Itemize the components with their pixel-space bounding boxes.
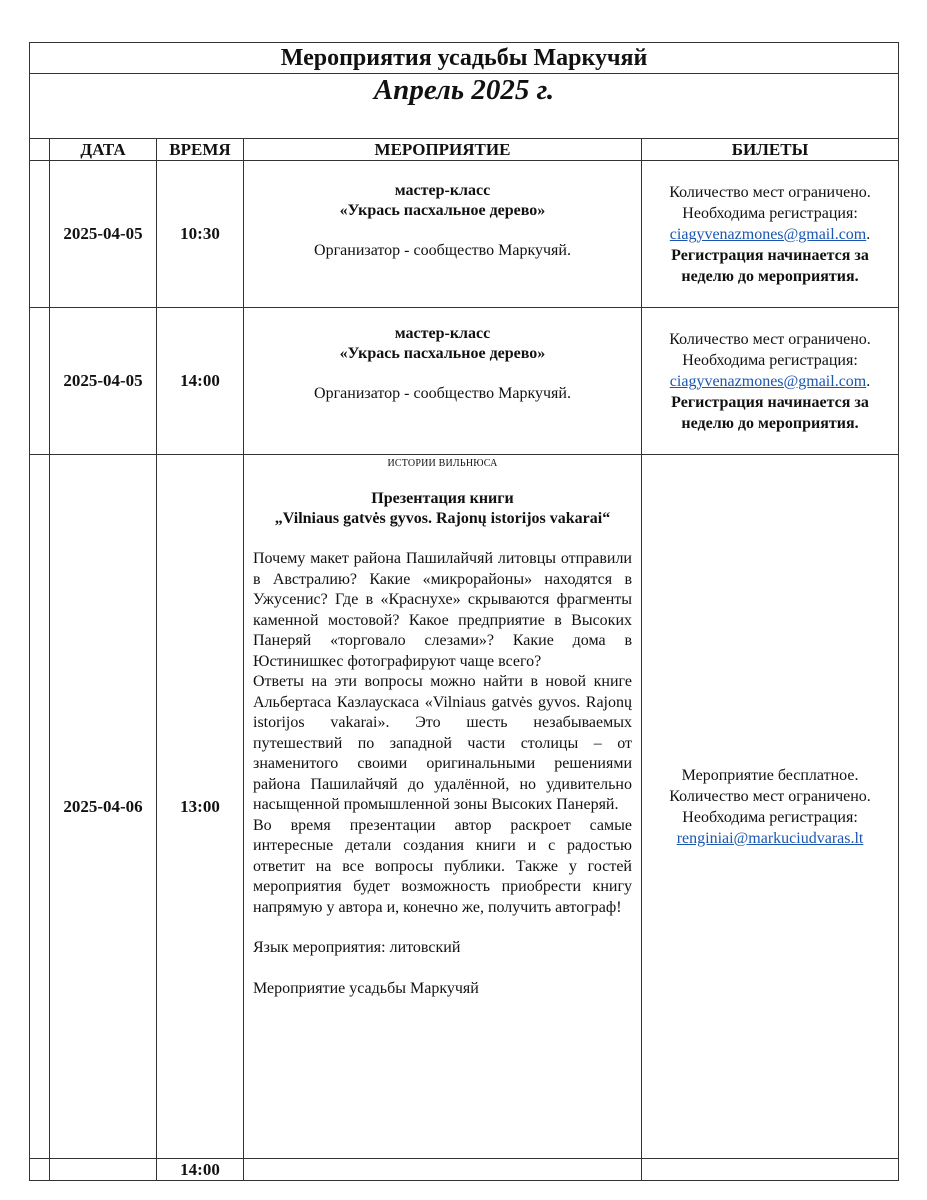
email-period: . [866, 372, 871, 390]
registration-email-link[interactable]: renginiai@markuciudvaras.lt [676, 829, 864, 847]
description-paragraph-2: Ответы на эти вопросы можно найти в новой книге Альбертаса Казлаускаса «Vilniaus gatvės gyvos. Rajonų istorijos vakarai». Это шесть незабываемых путешествий по западной части столицы – от знаменитого своими оригинальными решениями района Пашилайчяй до удалённой, но удивительно насыщенной промышленной зоны Высоких Панеряй. [253, 673, 632, 813]
event-cell [244, 308, 642, 455]
table-row [30, 308, 899, 455]
tickets-cell [642, 161, 899, 308]
email-period: . [866, 225, 871, 243]
tickets-limited: Количество мест ограничено. [669, 330, 871, 348]
events-table [29, 42, 899, 1181]
event-time: 14:00 [157, 1159, 244, 1181]
tickets-free: Мероприятие бесплатное. [681, 766, 859, 784]
event-host: Мероприятие усадьбы Маркучяй [253, 979, 479, 997]
event-title: «Укрась пасхальное дерево» [339, 345, 546, 362]
row-marker-cell [30, 161, 50, 308]
event-organizer: Организатор - сообщество Маркучяй. [314, 385, 571, 402]
tickets-limited: Количество мест ограничено. [669, 183, 871, 201]
document-page [29, 42, 898, 1181]
registration-start-note: Регистрация начинается за неделю до мероприятия. [671, 393, 869, 432]
description-paragraph-3: Во время презентации автор раскроет самые интересные детали создания книги и с радостью ответит на все вопросы публики. Также у гостей мероприятия будет возможность приобрести книгу напрямую у автора и, конечно же, получить автограф! [253, 816, 632, 916]
row-marker-cell [30, 1159, 50, 1181]
event-type: Презентация книги [371, 490, 514, 507]
event-type: мастер-класс [394, 325, 491, 342]
event-date: 2025-04-05 [50, 308, 157, 455]
event-title: „Vilniaus gatvės gyvos. Rajonų istorijos vakarai“ [274, 510, 611, 527]
event-cell [244, 161, 642, 308]
event-cell [244, 1159, 642, 1181]
tickets-registration: Необходима регистрация: [682, 808, 858, 826]
event-date: 2025-04-06 [50, 455, 157, 1159]
tickets-cell [642, 1159, 899, 1181]
registration-start-note: Регистрация начинается за неделю до мероприятия. [671, 246, 869, 285]
header-event: МЕРОПРИЯТИЕ [244, 139, 642, 161]
header-date: ДАТА [50, 139, 157, 161]
table-row [30, 455, 899, 1159]
table-row [30, 161, 899, 308]
event-type: мастер-класс [394, 182, 491, 199]
table-row [30, 1159, 899, 1181]
event-time: 10:30 [157, 161, 244, 308]
event-date [50, 1159, 157, 1181]
header-tickets: БИЛЕТЫ [642, 139, 899, 161]
description-paragraph-1: Почему макет района Пашилайчяй литовцы отправили в Австралию? Какие «микрорайоны» находятся в Ужусенис? Где в «Краснухе» скрываются фрагменты каменной мостовой? Какое предприятие в Высоких Панеряй «торговало слезами»? Какие дома в Юстинишкес фотографируют чаще всего? [253, 550, 632, 670]
table-header [30, 139, 899, 161]
series-tag: ИСТОРИИ ВИЛЬНЮСА [387, 458, 498, 469]
registration-email-link[interactable]: ciagyvenazmones@gmail.com [669, 372, 867, 390]
tickets-registration: Необходима регистрация: [682, 204, 858, 222]
tickets-limited: Количество мест ограничено. [669, 787, 871, 805]
event-organizer: Организатор - сообщество Маркучяй. [314, 242, 571, 259]
event-cell [244, 455, 642, 1159]
page-title: Мероприятия усадьбы Маркучяй [30, 43, 899, 74]
month-title: Апрель 2025 г. [30, 74, 899, 139]
row-marker-cell [30, 455, 50, 1159]
row-marker-cell [30, 308, 50, 455]
registration-email-link[interactable]: ciagyvenazmones@gmail.com [669, 225, 867, 243]
event-time: 14:00 [157, 308, 244, 455]
tickets-cell [642, 455, 899, 1159]
event-language: Язык мероприятия: литовский [253, 939, 461, 956]
event-date: 2025-04-05 [50, 161, 157, 308]
tickets-cell [642, 308, 899, 455]
header-empty-cell [30, 139, 50, 161]
tickets-registration: Необходима регистрация: [682, 351, 858, 369]
event-time: 13:00 [157, 455, 244, 1159]
event-title: «Укрась пасхальное дерево» [339, 202, 546, 219]
header-time: ВРЕМЯ [157, 139, 244, 161]
